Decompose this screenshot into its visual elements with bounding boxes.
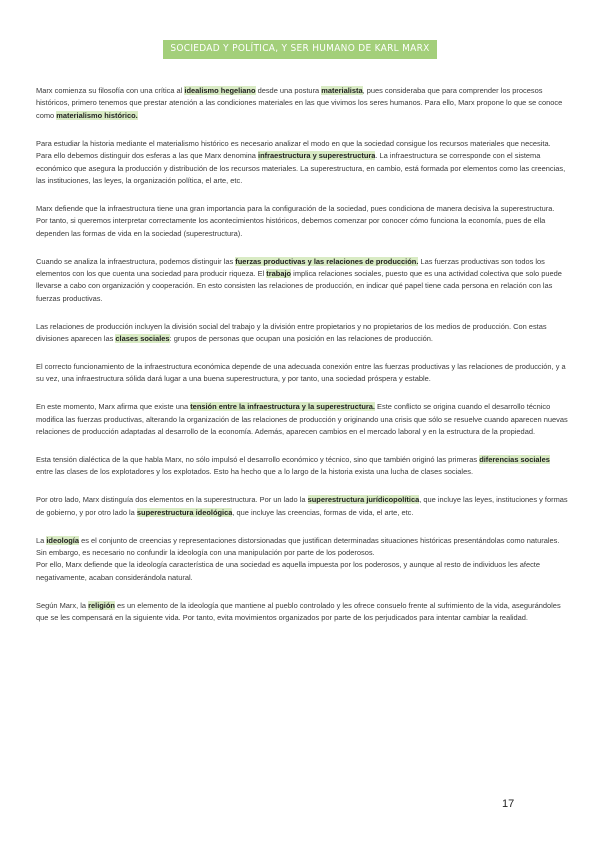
paragraph — [36, 454, 568, 479]
highlighted-term: fuerzas productivas y las relaciones de producción. — [235, 256, 419, 266]
highlighted-term: tensión entre la infraestructura y la superestructura. — [190, 402, 375, 412]
paragraph — [36, 256, 568, 306]
paragraph — [36, 559, 568, 584]
paragraph — [36, 321, 568, 346]
highlighted-term: materialismo histórico. — [56, 110, 138, 120]
highlighted-term: clases sociales — [115, 334, 170, 344]
text-segment: Cuando se analiza la infraestructura, podemos distinguir las — [36, 256, 236, 266]
text-segment: implica relaciones sociales, puesto que es una actividad colectiva que solo puede llevarse a cabo con organización y cooperación. En esto consisten las relaciones de producción, en indicar qué papel tiene cada persona en relación con las fuerzas productivas. — [36, 268, 562, 303]
text-segment: El correcto funcionamiento de la infraestructura económica depende de una adecuada conexión entre las fuerzas productivas y las relaciones de producción, y a su vez, una infraestructura sólida dará lugar a una buena superestructura, y por tanto, una sociedad próspera y estable. — [36, 362, 566, 384]
paragraph — [36, 494, 568, 519]
text-segment: , que incluye las leyes, instituciones y formas de gobierno, y por otro lado la — [36, 495, 568, 517]
text-segment: , pues consideraba que para comprender los procesos históricos, primero tenemos que prestar atención a las condiciones materiales en las que vivimos los seres humanos. Para ello, Marx propone lo que se conoce como — [36, 86, 563, 120]
page-number: 17 — [502, 798, 515, 810]
paragraph — [36, 203, 568, 240]
text-segment: Marx comienza su filosofía con una crítica al — [36, 86, 185, 95]
text-segment: es el conjunto de creencias y representaciones distorsionadas que justifican determinadas situaciones históricas presentándolas como naturales. Sin embargo, es necesario no confundir la ideología con una manipulación por parte de los poderosos. — [36, 535, 560, 558]
text-segment: Este conflicto se origina cuando el desarrollo técnico modifica las fuerzas productivas, alterando la organización de las relaciones de producción y originando una crisis que sólo se resuelve cuando aparecen nuevas relaciones de producción adaptadas al desarrollo de la economía. Además, aparecen cambios en el mercado laboral y en la estructura de la propiedad. — [36, 402, 568, 437]
highlighted-term: materialista — [321, 86, 363, 95]
paragraph — [36, 535, 568, 560]
text-segment: entre las clases de los explotadores y los explotados. Esto ha hecho que a lo largo de la historia exista una lucha de clases sociales. — [36, 467, 474, 477]
text-segment: Las fuerzas productivas son todos los elementos con los que cuenta una sociedad para producir riqueza. El — [36, 256, 545, 278]
title-wrapper — [0, 38, 600, 59]
text-segment: En este momento, Marx afirma que existe una — [36, 402, 191, 412]
highlighted-term: trabajo — [266, 268, 292, 278]
body-text — [36, 85, 568, 640]
highlighted-term: ideología — [46, 535, 79, 545]
paragraph — [36, 600, 568, 625]
highlighted-term: superestructura jurídicopolítica — [307, 495, 420, 505]
text-segment: Por ello, Marx defiende que la ideología característica de una sociedad es aquella impuesta por los poderosos, y aunque al resto de individuos les afecte negativamente, acaban considerándola natural. — [36, 560, 540, 582]
text-segment: , que incluye las creencias, formas de vida, el arte, etc. — [232, 507, 414, 517]
text-segment: La — [36, 535, 47, 545]
highlighted-term: religión — [88, 600, 115, 610]
highlighted-term: diferencias sociales — [479, 455, 550, 465]
paragraph — [36, 85, 568, 122]
text-segment: Según Marx, la — [36, 600, 89, 610]
paragraph — [36, 401, 568, 438]
highlighted-term: infraestructura y superestructura — [258, 151, 376, 161]
text-segment: Las relaciones de producción incluyen la división social del trabajo y la división entre propietarios y no propietarios de los medios de producción. Con estas divisiones aparecen las — [36, 321, 547, 344]
page-title: SOCIEDAD Y POLÍTICA, Y SER HUMANO DE KARL MARX — [163, 40, 436, 59]
text-segment: Marx defiende que la infraestructura tiene una gran importancia para la configuración de la sociedad, pues condiciona de manera decisiva la superestructura. Por tanto, si queremos interpretar correctamente los acontecimientos históricos, debemos comenzar por conocer cómo funciona la economía, pues de ella dependen las formas de vida en la sociedad (superestructura). — [36, 203, 555, 238]
text-segment: es un elemento de la ideología que mantiene al pueblo controlado y les ofrece consuelo frente al sufrimiento de la vida, asegurándoles que se les compensará en la siguiente vida. Por tanto, evita movimientos organizados por parte de los perjudicados para intentar cambiar la realidad. — [36, 600, 561, 623]
paragraph — [36, 361, 568, 386]
text-segment: : grupos de personas que ocupan una posición en las relaciones de producción. — [169, 334, 433, 344]
text-segment: Por otro lado, Marx distinguía dos elementos en la superestructura. Por un lado la — [36, 495, 308, 505]
highlighted-term: idealismo hegeliano — [184, 86, 256, 95]
highlighted-term: superestructura ideológica — [136, 507, 233, 517]
paragraph — [36, 138, 568, 188]
text-segment: desde una postura — [255, 86, 322, 95]
text-segment: . La infraestructura se corresponde con el sistema económico que asegura la producción y distribución de los recursos materiales. La superestructura, en cambio, está formada por elementos como las creencias, las instituciones, las leyes, la organización política, el arte, etc. — [36, 151, 566, 185]
text-segment: Para estudiar la historia mediante el materialismo histórico es necesario analizar el modo en que la sociedad consigue los recursos materiales que necesita. Para ello debemos distinguir dos esferas a las que Marx denomina — [36, 138, 551, 161]
text-segment: Esta tensión dialéctica de la que habla Marx, no sólo impulsó el desarrollo económico y técnico, sino que también originó las primeras — [36, 455, 480, 465]
